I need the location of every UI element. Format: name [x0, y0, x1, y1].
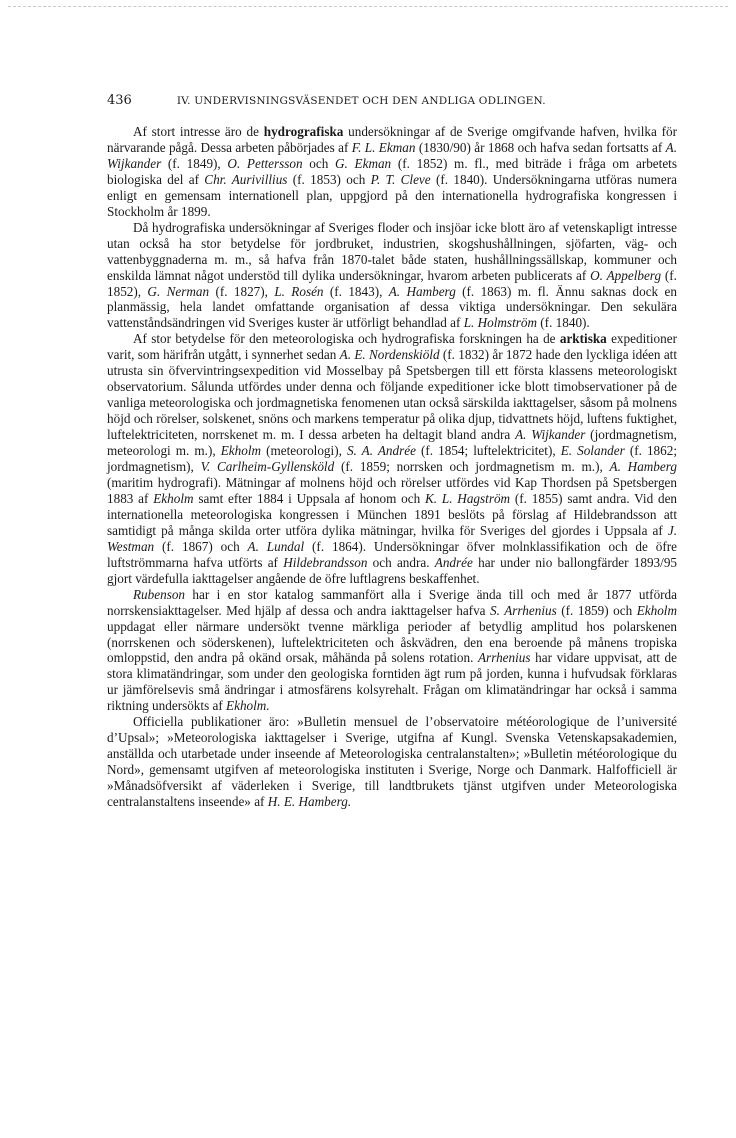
italic-name: Andrée — [434, 554, 473, 570]
italic-name: Ekholm — [220, 443, 262, 459]
text-run: (f. 1852) m. fl., med biträde i fråga om arbetets biologiska del af — [107, 155, 677, 187]
top-edge-rule — [8, 6, 728, 7]
paragraph-publikationer — [107, 714, 677, 810]
italic-name: Rubenson — [133, 586, 186, 602]
text-run: (f. 1849), — [161, 155, 228, 171]
text-run: (f. 1827), — [209, 283, 275, 299]
italic-name: V. Carlheim-Gyllensköld — [200, 459, 335, 475]
text-run: (f. 1843), — [323, 283, 389, 299]
text-run: och andra. — [367, 554, 435, 570]
italic-name: H. E. Hamberg. — [267, 794, 352, 810]
paragraph-arktiska-expeditioner — [107, 331, 677, 586]
italic-name: A. Wijkander — [515, 427, 586, 443]
italic-name: S. A. Andrée — [346, 443, 416, 459]
page-number: 436 — [107, 93, 132, 108]
text-run: (f. 1867) och — [154, 538, 248, 554]
page-header — [107, 91, 667, 109]
italic-name: Ekholm — [153, 490, 194, 506]
italic-name: Ekholm — [636, 602, 677, 618]
italic-name: Arrhenius — [478, 650, 531, 666]
text-run: Officiella publikationer äro: »Bulletin mensuel de l’observatoire météorologique de l’université d’Upsal»; »Meteorologiska iakttagelser i Sverige, utgifna af Kungl. Svenska Vetenskapsakademien, anställda och utarbetade under inseende af Meteorologiska centralanstalten»; »Bulletin météorologique du Nord», gemensamt utgifven af meteorologiska instituten i Sverige, Norge och Danmark. Halfofficiell är »Månadsöfversikt af väderleken i Sverige, till landtbrukets tjänst utgifven under Meteorologiska centralanstaltens inseende» af — [107, 714, 677, 810]
text-run: Af stort intresse äro de — [133, 124, 264, 139]
text-run: undersökningar af de Sverige omgifvande hafven, hvilka för närvarande pågå. Dessa arbeten påbörjades af — [107, 124, 678, 155]
italic-name: A. Hamberg — [609, 459, 677, 475]
text-run: (f. 1862; jordmagnetism), — [107, 443, 677, 475]
text-run: samt efter 1884 i Uppsala af honom och — [193, 490, 425, 506]
text-run: har under nio ballongfärder 1893/95 gjort värdefulla iakttagelser angående de öfre luftlagrens beskaffenhet. — [107, 554, 678, 586]
italic-name: G. Ekman — [335, 155, 392, 171]
italic-name: L. Holmström — [463, 315, 537, 331]
text-run: (meteorologi), — [261, 443, 347, 459]
italic-name: Ekholm. — [226, 698, 270, 714]
italic-name: A. Hamberg — [388, 283, 456, 299]
italic-name: A. E. Nordenskiöld — [339, 347, 440, 363]
text-run: (jordmagnetism, meteorologi m. m.), — [107, 427, 677, 459]
italic-name: A. Wijkander — [107, 139, 677, 171]
bold-term: hydrografiska — [263, 124, 344, 139]
text-run: har i en stor katalog sammanfört alla i Sverige ända till och med år 1877 utförda norrskensiakttagelser. Med hjälp af dessa och andra iakttagelser hafva — [107, 586, 677, 618]
italic-name: P. T. Cleve — [370, 171, 431, 187]
text-run: har vidare uppvisat, att de stora klimatändringar, som under den geologiska forntiden ägt rum på jorden, kunna i hufvudsak förklaras ur jämförelsevis små ändringar i atmosfärens kolsyrehalt. Frågan om klimatändringar har också i samma riktning undersökts af — [107, 650, 677, 714]
text-run: (f. 1855) samt andra. Vid den internationella meteorologiska kongressen i München 1891 beslöts på förslag af Hildebrandsson att samtidigt på många skilda orter utföra dylika mätningar, hvilka för Sveriges del gjordes i Uppsala af — [107, 490, 678, 538]
text-run: (f. 1832) år 1872 hade den lyckliga idéen att utrusta sin öfvervintringsexpedition vid Mosselbay på Spetsbergen till ett första klassens meteorologiskt observatorium. Sålunda utfördes under denna och följande expeditioner icke blott timobservationer på de vanliga meteorologiska och jordmagnetiska fenomenen utan också särskilda iakttagelser, såsom på molnens höjd och rörelser, solskenet, snöns och markens temperatur på olika djup, tidvattnets höjd, luftens fuktighet, luftelektriciteten, norrskenet m. m. I dessa arbeten ha deltagit bland andra — [107, 347, 677, 443]
paragraph-hydrografiska — [107, 124, 677, 220]
text-run: (f. 1853) och — [287, 171, 371, 187]
italic-name: O. Appelberg — [590, 267, 662, 283]
italic-name: E. Solander — [560, 443, 625, 459]
italic-name: O. Pettersson — [227, 155, 303, 171]
text-run: (1830/90) år 1868 och hafva sedan fortsatts af — [415, 139, 666, 155]
italic-name: A. Lundal — [247, 538, 305, 554]
text-run: (f. 1864). Undersökningar öfver molnklassifikation och de öfre luftströmmarna hafva utförts af — [107, 538, 677, 570]
bold-term: arktiska — [559, 331, 607, 347]
text-run: expeditioner varit, som härifrån utgått, i synnerhet sedan — [107, 331, 677, 363]
italic-name: J. Westman — [107, 522, 677, 554]
italic-name: Hildebrandsson — [283, 554, 368, 570]
text-run: (f. 1840). Undersökningarna utföras numera enligt en gemensam internationell plan, uppgjord på den internationella hydrografiska kongressen i Stockholm år 1899. — [107, 171, 678, 219]
italic-name: S. Arrhenius — [490, 602, 557, 618]
text-run: Af stor betydelse för den meteorologiska och hydrografiska forskningen ha de — [133, 331, 560, 347]
running-title: IV. UNDERVISNINGSVÄSENDET OCH DEN ANDLIGA ODLINGEN. — [176, 95, 546, 107]
text-run: (f. 1863) m. fl. Ännu saknas dock en planmässig, hela landet omfattande organisation af dessa viktiga undersökningar. Den sekulära vattenståndsändringen vid Sveriges kuster är utförligt behandlad af — [107, 283, 677, 331]
italic-name: K. L. Hagström — [424, 490, 511, 506]
text-run: (maritim hydrografi). Mätningar af molnens höjd och rörelser utfördes vid Kap Thordsen på Spetsbergen 1883 af — [107, 474, 677, 506]
text-run: (f. 1840). — [536, 315, 590, 331]
paragraph-floder-och-insjoar — [107, 220, 677, 332]
italic-name: Chr. Aurivillius — [204, 171, 288, 187]
body-text — [107, 124, 677, 810]
text-run: (f. 1854; luftelektricitet), — [415, 443, 561, 459]
italic-name: L. Rosén — [274, 283, 324, 299]
text-run: Då hydrografiska undersökningar af Sveriges floder och insjöar icke blott äro af vetenskapligt intresse utan också ha stor betydelse för jordbruket, industrien, skogshushållningen, sjöfarten, väg- och vattenbyggnaderna m. m., så hafva från 1870-talet både staten, hushållningssällskap, kommuner och enskilda lämnat något understöd till dylika undersökningar, hvarom arbeten publicerats af — [107, 219, 677, 283]
text-run: och — [302, 155, 336, 171]
paragraph-norrsken — [107, 587, 677, 715]
text-run: uppdagat eller närmare undersökt tvenne märkliga perioder af betydlig amplitud hos polarskenen (norrskenen och söderskenen), luftelektriciteten och åskvädren, den ena beroende på månens tropiska omloppstid, den andra på okänd orsak, måhända på solens rotation. — [107, 618, 677, 666]
italic-name: F. L. Ekman — [351, 139, 416, 155]
text-run: (f. 1852), — [107, 267, 677, 299]
text-run: (f. 1859) och — [556, 602, 637, 618]
text-run: (f. 1859; norrsken och jordmagnetism m. m.), — [334, 459, 610, 475]
italic-name: G. Nerman — [147, 283, 210, 299]
